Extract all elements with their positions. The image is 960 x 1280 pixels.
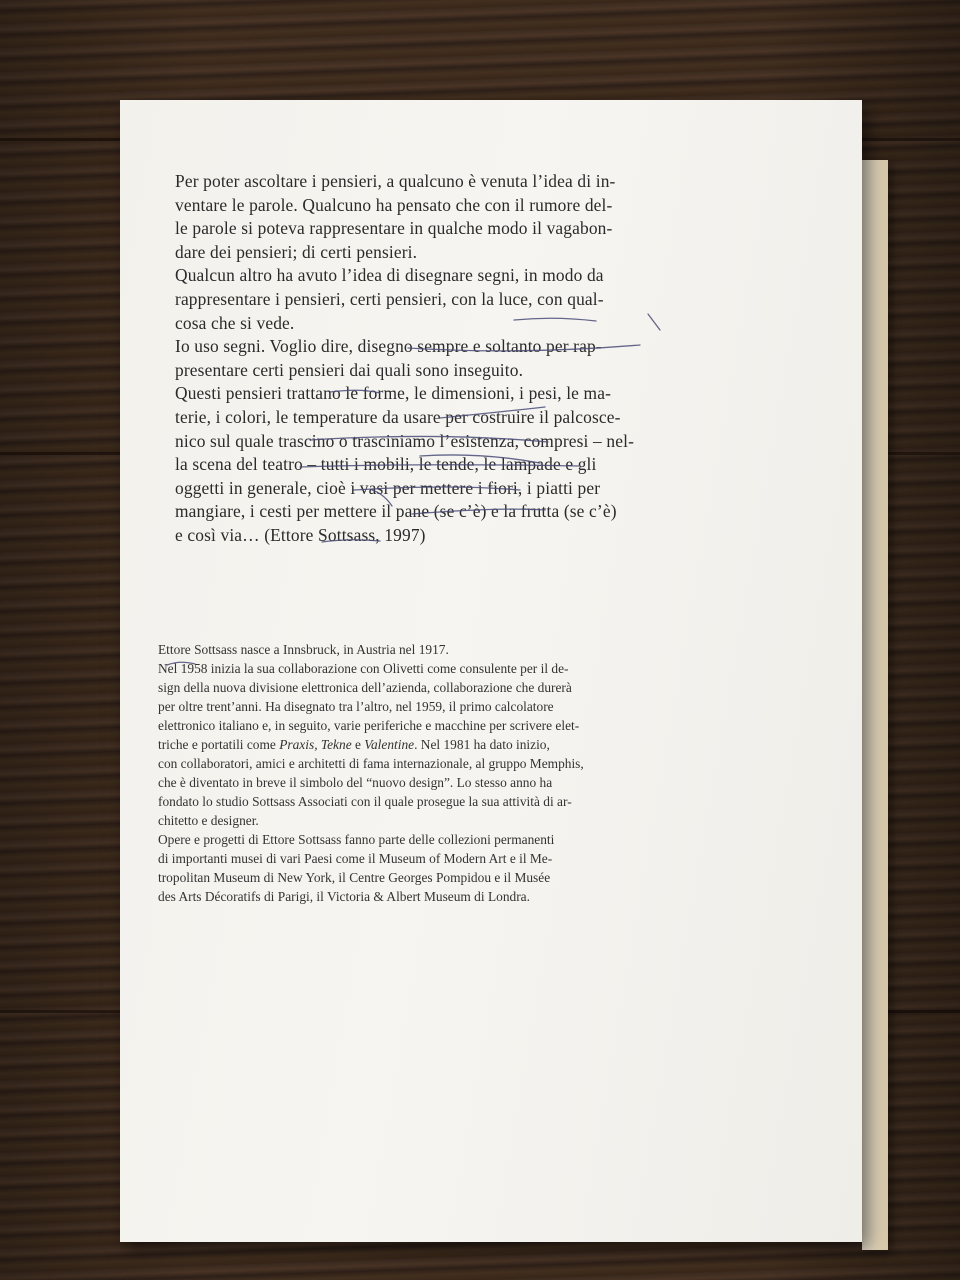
bio-line: elettronico italiano e, in seguito, varie periferiche e macchine per scrivere elet- (158, 718, 580, 733)
quote-line: oggetti in generale, cioè i vasi per mettere i fiori, i piatti per (175, 477, 601, 498)
quote-line: rappresentare i pensieri, certi pensieri, con la luce, con qual- (175, 288, 604, 309)
quote-line: nico sul quale trascino o trasciniamo l’esistenza, compresi – nel- (175, 430, 635, 451)
quote-line: e così via… (Ettore Sottsass, 1997) (175, 524, 426, 545)
product-name: Tekne (320, 737, 352, 752)
quote-line: presentare certi pensieri dai quali sono inseguito. (175, 359, 524, 380)
bio-line: che è diventato in breve il simbolo del “nuovo design”. Lo stesso anno ha (158, 775, 553, 790)
author-biography (158, 640, 628, 906)
quote-line: cosa che si vede. (175, 312, 295, 333)
bio-line: sign della nuova divisione elettronica dell’azienda, collaborazione che durerà (158, 680, 572, 695)
bio-line: des Arts Décoratifs di Parigi, il Victoria & Albert Museum di Londra. (158, 889, 530, 904)
quote-line: terie, i colori, le temperature da usare per costruire il palcosce- (175, 406, 621, 427)
quote-line: Qualcun altro ha avuto l’idea di disegnare segni, in modo da (175, 265, 604, 286)
sottsass-quote (175, 170, 645, 548)
bio-line: triche e portatili come Praxis, Tekne e Valentine. Nel 1981 ha dato inizio, (158, 737, 550, 752)
quote-line: dare dei pensieri; di certi pensieri. (175, 241, 418, 262)
bio-line: Nel 1958 inizia la sua collaborazione con Olivetti come consulente per il de- (158, 661, 569, 676)
bio-line: per oltre trent’anni. Ha disegnato tra l’altro, nel 1959, il primo calcolatore (158, 699, 554, 714)
bio-line: chitetto e designer. (158, 813, 259, 828)
bio-line: Opere e progetti di Ettore Sottsass fanno parte delle collezioni permanenti (158, 832, 555, 847)
bio-line: di importanti musei di vari Paesi come il Museum of Modern Art e il Me- (158, 851, 553, 866)
book-page-edges (862, 160, 888, 1250)
quote-line: Per poter ascoltare i pensieri, a qualcuno è venuta l’idea di in- (175, 171, 616, 191)
bio-line: fondato lo studio Sottsass Associati con il quale prosegue la sua attività di ar- (158, 794, 572, 809)
bio-line: tropolitan Museum di New York, il Centre Georges Pompidou e il Musée (158, 870, 551, 885)
quote-line: ventare le parole. Qualcuno ha pensato che con il rumore del- (175, 194, 613, 215)
quote-line: Io uso segni. Voglio dire, disegno sempre e soltanto per rap- (175, 336, 602, 357)
product-name: Praxis (279, 737, 315, 752)
bio-line: con collaboratori, amici e architetti di fama internazionale, al gruppo Memphis, (158, 756, 584, 771)
quote-line: le parole si poteva rappresentare in qualche modo il vagabon- (175, 218, 613, 239)
product-name: Valentine (364, 737, 415, 752)
bio-line: Ettore Sottsass nasce a Innsbruck, in Austria nel 1917. (158, 642, 449, 657)
quote-line: Questi pensieri trattano le forme, le dimensioni, i pesi, le ma- (175, 383, 612, 404)
quote-line: la scena del teatro – tutti i mobili, le tende, le lampade e gli (175, 454, 597, 475)
quote-line: mangiare, i cesti per mettere il pane (se c’è) e la frutta (se c’è) (175, 501, 617, 522)
